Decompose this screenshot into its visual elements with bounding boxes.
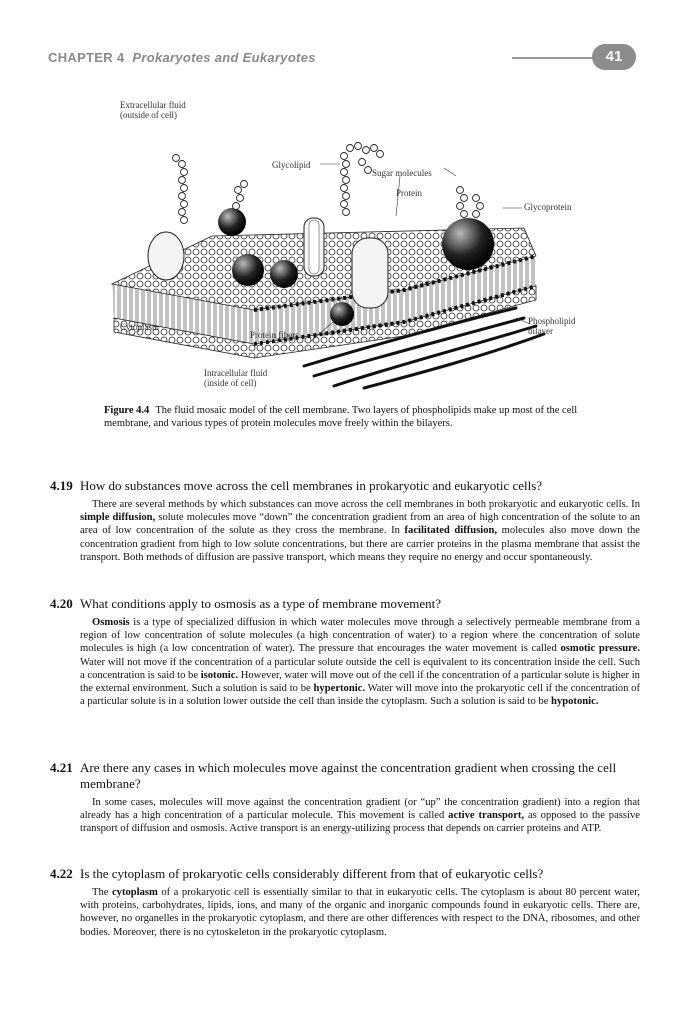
answer-paragraph	[80, 886, 640, 939]
figure-caption	[104, 404, 590, 430]
section-4-21	[44, 760, 640, 836]
membrane-illustration	[104, 96, 604, 396]
question-text: Are there any cases in which molecules move against the concentration gradient when crossing the cell membrane?	[80, 760, 617, 791]
label-intracellular: Intracellular fluid (inside of cell)	[204, 368, 268, 388]
question	[44, 596, 640, 612]
answer-paragraph	[80, 796, 640, 836]
label-extracellular: Extracellular fluid (outside of cell)	[120, 100, 186, 120]
label-phospholipid-bilayer: Phospholipid bilayer	[528, 316, 576, 336]
chapter-number: CHAPTER 4	[48, 50, 125, 65]
answer-text: However, water will move out of the cell if the concentration of a particular solute is higher in the external environment. Such a solution is said to be	[80, 669, 640, 695]
question-text: How do substances move across the cell membranes in prokaryotic and eukaryotic cells?	[80, 478, 543, 493]
answer-text: is a type of specialized diffusion in which water molecules move through a selectively permeable membrane from a region of low concentration of solute molecules (a high concentration of water) to a region where the concentration of solute molecules is high (a low concentration of water). The pressure that encourages the water movement is called	[80, 617, 640, 655]
label-glycolipid: Glycolipid	[272, 160, 311, 170]
bold-term: facilitated diffusion,	[404, 525, 498, 537]
answer-text: of a prokaryotic cell is essentially similar to that in eukaryotic cells. The cytoplasm is about 80 percent water, with proteins, carbohydrates, lipids, ions, and many of the organic and inorganic compounds found in eukaryotic cells. There are, however, no organelles in the prokaryotic cytoplasm, and there are other differences with respect to the DNA, ribosomes, and other bodies. Moreover, there is no cytoskeleton in the prokaryotic cytoplasm.	[80, 887, 641, 938]
sugar-chains	[173, 143, 484, 224]
bold-term: cytoplasm	[111, 887, 158, 898]
answer-text: solute molecules move “down” the concentration gradient from an area of high concentration of the solute to an area of low concentration of the solute as they cross the membrane. In	[80, 512, 640, 537]
bold-term: hypertonic.	[313, 683, 366, 695]
answer-text: The	[92, 887, 112, 898]
question-text: Is the cytoplasm of prokaryotic cells considerably different from that of eukaryotic cells?	[80, 866, 544, 881]
bold-term: Osmosis	[92, 617, 130, 628]
figure-number: Figure 4.4	[104, 405, 150, 416]
page-header	[44, 44, 640, 72]
carrier-protein	[352, 238, 388, 308]
answer-text: Water will move into the prokaryotic cell if the concentration of a particular solute is in a solution lower outside the cell than inside the cytoplasm. Such a solution is said to be	[80, 683, 640, 708]
section-4-22	[44, 866, 640, 939]
bold-term: osmotic pressure.	[560, 643, 640, 655]
label-glycoprotein: Glycoprotein	[524, 202, 572, 212]
chapter-heading	[48, 50, 316, 65]
section-4-20	[44, 596, 640, 708]
label-protein: Protein	[396, 188, 422, 198]
question	[44, 478, 640, 494]
caption-text: The fluid mosaic model of the cell membrane. Two layers of phospholipids make up most of the cell membrane, and various types of protein molecules move freely within the bilayers.	[104, 405, 578, 429]
question-number: 4.19	[50, 478, 73, 493]
answer-text: Water will not move if the concentration of a particular solute outside the cell is equivalent to its concentration inside the cell. Such a concentration is said to be	[80, 656, 640, 681]
question	[44, 760, 640, 792]
glycoprotein-sphere	[442, 218, 494, 270]
question-number: 4.21	[50, 760, 73, 775]
protein-left	[148, 232, 184, 280]
question	[44, 866, 640, 882]
bold-term: isotonic.	[200, 669, 239, 681]
chapter-title: Prokaryotes and Eukaryotes	[132, 50, 316, 65]
question-text: What conditions apply to osmosis as a type of membrane movement?	[80, 596, 442, 611]
bold-term: hypotonic.	[551, 696, 599, 708]
answer-paragraph	[80, 616, 640, 708]
page-number-badge: 41	[592, 44, 636, 70]
question-number: 4.20	[50, 596, 73, 611]
membrane-figure	[104, 96, 604, 396]
question-number: 4.22	[50, 866, 73, 881]
label-sugar-molecules: Sugar molecules	[372, 168, 432, 178]
label-cytoplasm: Cytoplasm	[120, 322, 160, 332]
answer-text: molecules also move down the concentration gradient from high to low solute concentrations, but there are carrier proteins in the plasma membrane that assist the transport. Both methods of diffusion are passive transport, which means they require no energy and occur spontaneously.	[80, 525, 641, 563]
answer-text: as opposed to the passive transport of diffusion and osmosis. Active transport is an energy-utilizing process that depends on carrier proteins and ATP.	[80, 810, 640, 835]
bold-term: simple diffusion,	[80, 512, 156, 524]
label-protein-fibers: Protein fibers	[250, 330, 299, 340]
bold-term: active transport,	[448, 810, 525, 822]
answer-paragraph	[80, 498, 640, 564]
answer-text: There are several methods by which substances can move across the cell membranes in both prokaryotic and eukaryotic cells. In	[92, 499, 640, 510]
section-4-19	[44, 478, 640, 564]
header-rule	[512, 57, 596, 59]
answer-text: In some cases, molecules will move against the concentration gradient (or “up” the concentration gradient) into a region that already has a high concentration of a particular molecule. This movement is called	[80, 797, 640, 822]
